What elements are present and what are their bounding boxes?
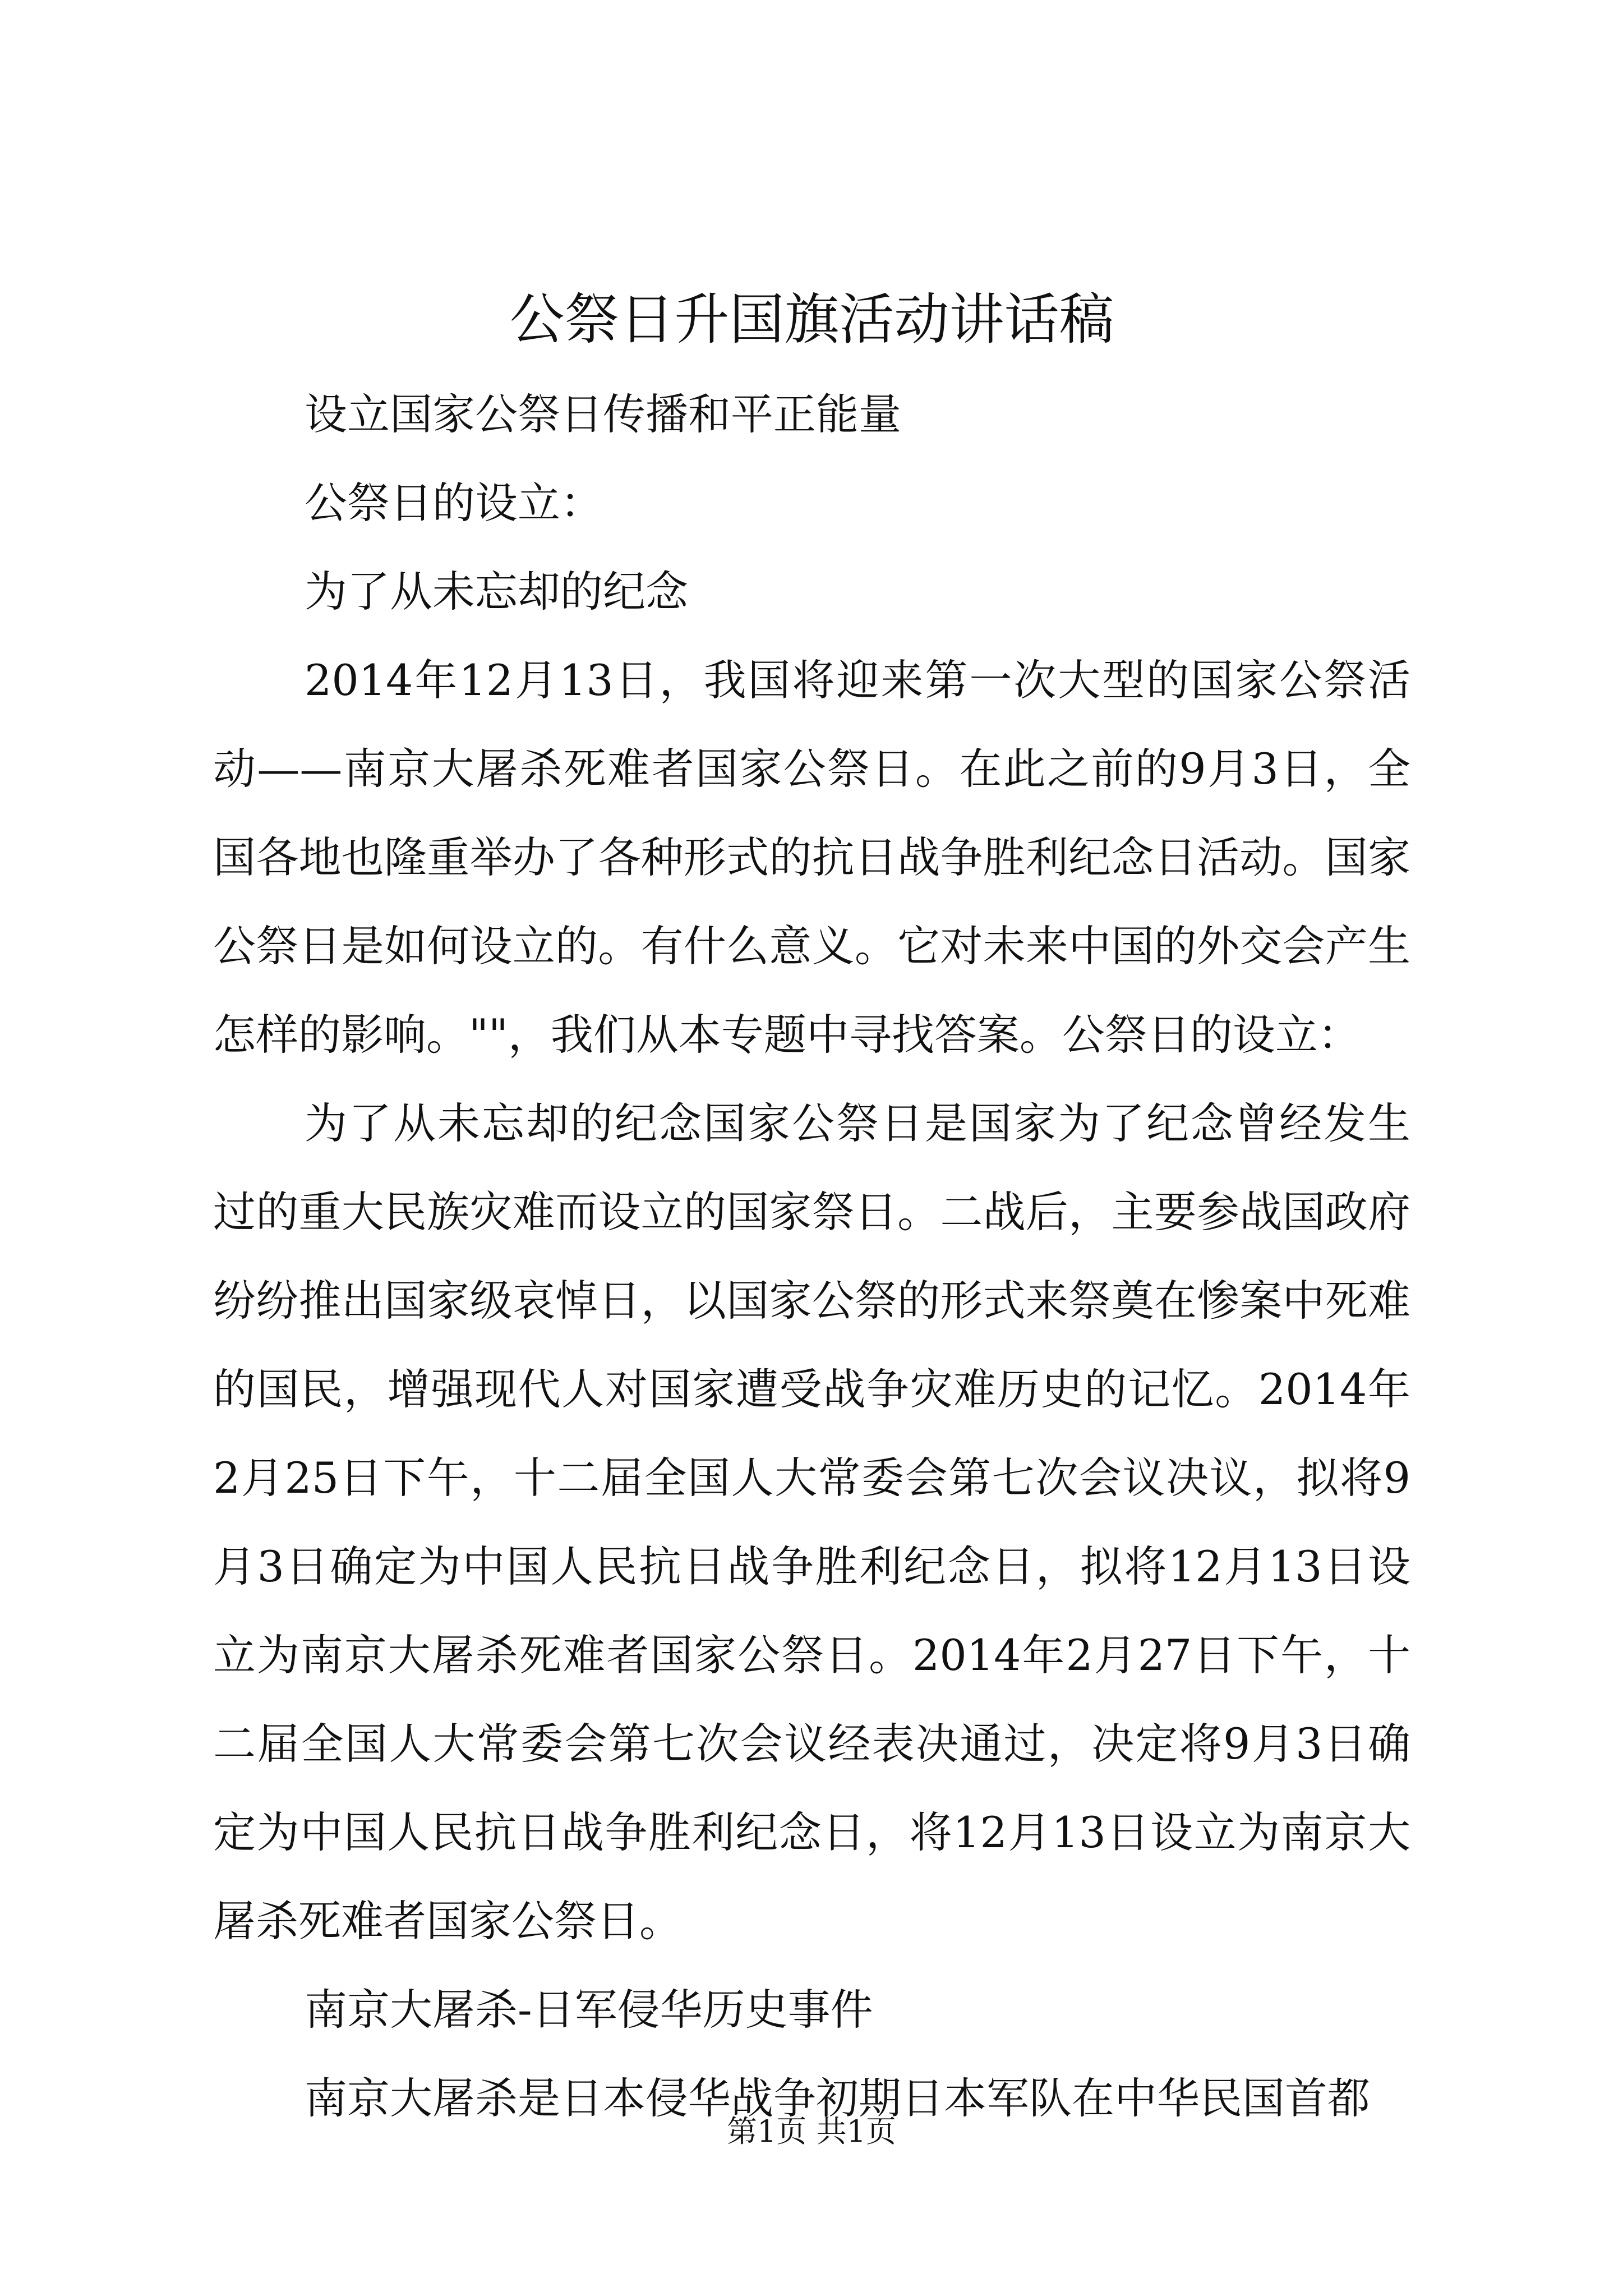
paragraph-establishment: 为了从未忘却的纪念国家公祭日是国家为了纪念曾经发生过的重大民族灾难而设立的国家祭日。二战后，主要参战国政府纷纷推出国家级哀悼日，以国家公祭的形式来祭奠在惨案中死难的国民，增强现代人对国家遭受战争灾难历史的记忆。2014年2月25日下午，十二届全国人大常委会第七次会议决议，拟将9月3日确定为中国人民抗日战争胜利纪念日，拟将12月13日设立为南京大屠杀死难者国家公祭日。2014年2月27日下午，十二届全国人大常委会第七次会议经表决通过，决定将9月3日确定为中国人民抗日战争胜利纪念日，将12月13日设立为南京大屠杀死难者国家公祭日。 [213, 1098, 1410, 1946]
document-title: 公祭日升国旗活动讲话稿 [509, 288, 1114, 352]
paragraph-nanjing-heading: 南京大屠杀-日军侵华历史事件 [305, 1985, 873, 2035]
document-body [213, 269, 1410, 2143]
paragraph-subtitle: 设立国家公祭日传播和平正能量 [305, 389, 901, 439]
page-footer: 第1页 共1页 [727, 2114, 896, 2149]
paragraph-nanjing-start: 南京大屠杀是日本侵华战争初期日本军队在中华民国首都 [305, 2073, 1370, 2123]
paragraph-intro: 2014年12月13日，我国将迎来第一次大型的国家公祭活动——南京大屠杀死难者国家公祭日。在此之前的9月3日，全国各地也隆重举办了各种形式的抗日战争胜利纪念日活动。国家公祭日是如何设立的。有什么意义。它对未来中国的外交会产生怎样的影响。""，我们从本专题中寻找答案。公祭日的设立： [213, 655, 1410, 1060]
paragraph-section-subheading: 为了从未忘却的纪念 [305, 567, 688, 616]
paragraph-section-heading: 公祭日的设立： [305, 478, 603, 528]
